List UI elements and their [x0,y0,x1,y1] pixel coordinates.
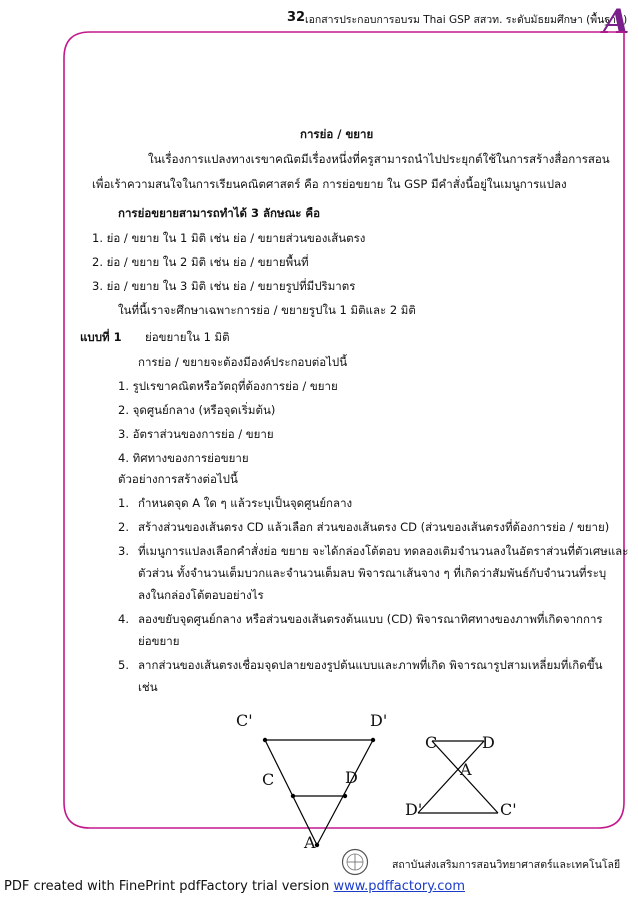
step-text: ตัวส่วน ทั้งจำนวนเต็มบวกและจำนวนเต็มลบ พิจารณาเส้นจาง ๆ ที่เกิดว่าสัมพันธ์กับจำนวนที่ระบุ [138,566,607,580]
label-c: C [262,770,275,789]
pdffactory-link[interactable]: www.pdffactory.com [333,879,465,894]
step-text: สร้างส่วนของเส้นตรง CD แล้วเลือก ส่วนของเส้นตรง CD (ส่วนของเส้นตรงที่ต้องการย่อ / ขยาย) [138,520,610,534]
component-item: 2. จุดศูนย์กลาง (หรือจุดเริ่มต้น) [118,403,276,417]
section-label: แบบที่ 1 [80,330,122,344]
section-title: ย่อขยายใน 1 มิติ [145,330,230,344]
dilation-figure-left [250,730,390,850]
pdf-footer [4,879,465,894]
methods-note: ในที่นี้เราจะศึกษาเฉพาะการย่อ / ขยายรูปใน 1 มิติและ 2 มิติ [118,303,416,317]
step-number: 3. [118,544,129,558]
pdf-footer-text: PDF created with FinePrint pdfFactory trial version [4,879,334,894]
step-text: เช่น [138,680,158,694]
step-number: 1. [118,496,129,510]
step-number: 5. [118,658,129,672]
intro-line-2: เพื่อเร้าความสนใจในการเรียนคณิตศาสตร์ คือ การย่อขยาย ใน GSP มีคำสั่งนี้อยู่ในเมนูการแปลง [92,177,567,191]
footer-organization: สถาบันส่งเสริมการสอนวิทยาศาสตร์และเทคโนโลยี [392,859,621,871]
label-d-prime: D' [370,711,388,730]
label-d: D [345,768,358,787]
step-text: กำหนดจุด A ใด ๆ แล้วระบุเป็นจุดศูนย์กลาง [138,496,353,510]
step-text: ย่อขยาย [138,634,180,648]
method-item: 2. ย่อ / ขยาย ใน 2 มิติ เช่น ย่อ / ขยายพื้นที่ [92,255,309,269]
method-item: 1. ย่อ / ขยาย ใน 1 มิติ เช่น ย่อ / ขยายส่วนของเส้นตรง [92,231,366,245]
components-intro: การย่อ / ขยายจะต้องมีองค์ประกอบต่อไปนี้ [138,355,348,369]
label-d-prime-right: D' [405,800,423,819]
component-item: 1. รูปเรขาคณิตหรือวัตถุที่ต้องการย่อ / ขยาย [118,379,338,393]
step-text: ลงในกล่องโต้ตอบอย่างไร [138,588,264,602]
label-d-right: D [482,733,495,752]
intro-line-1: ในเรื่องการแปลงทางเรขาคณิตมีเรื่องหนึ่งที่ครูสามารถนำไปประยุกต์ใช้ในการสร้างสื่อการสอน [148,152,610,166]
step-number: 2. [118,520,129,534]
step-text: ลองขยับจุดศูนย์กลาง หรือส่วนของเส้นตรงต้นแบบ (CD) พิจารณาทิศทางของภาพที่เกิดจากการ [138,612,603,626]
step-number: 4. [118,612,129,626]
label-c-prime-right: C' [500,800,517,819]
label-a: A [304,833,316,852]
ipst-logo-letter: A [603,2,630,42]
label-c-right: C [425,733,438,752]
document-header-title: เอกสารประกอบการอบรม Thai GSP สสวท. ระดับมัธยมศึกษา (พื้นฐาน) [305,14,628,26]
step-text: ที่เมนูการแปลงเลือกคำสั่งย่อ ขยาย จะได้กล่องโต้ตอบ ทดลองเติมจำนวนลงในอัตราส่วนที่ตัวเศษและ [138,544,629,558]
label-a-right: A [460,760,472,779]
component-item: 3. อัตราส่วนของการย่อ / ขยาย [118,427,274,441]
label-c-prime: C' [236,711,253,730]
component-item: 4. ทิศทางของการย่อขยาย [118,451,249,465]
example-intro: ตัวอย่างการสร้างต่อไปนี้ [118,472,238,486]
step-text: ลากส่วนของเส้นตรงเชื่อมจุดปลายของรูปต้นแบบและภาพที่เกิด พิจารณารูปสามเหลี่ยมที่เกิดขึ้น [138,658,603,672]
method-item: 3. ย่อ / ขยาย ใน 3 มิติ เช่น ย่อ / ขยายรูปที่มีปริมาตร [92,279,356,293]
ipst-seal-icon [341,848,369,876]
methods-title: การย่อขยายสามารถทำได้ 3 ลักษณะ คือ [118,206,321,220]
page-number: 32 [287,10,306,25]
section-heading: การย่อ / ขยาย [300,127,374,141]
